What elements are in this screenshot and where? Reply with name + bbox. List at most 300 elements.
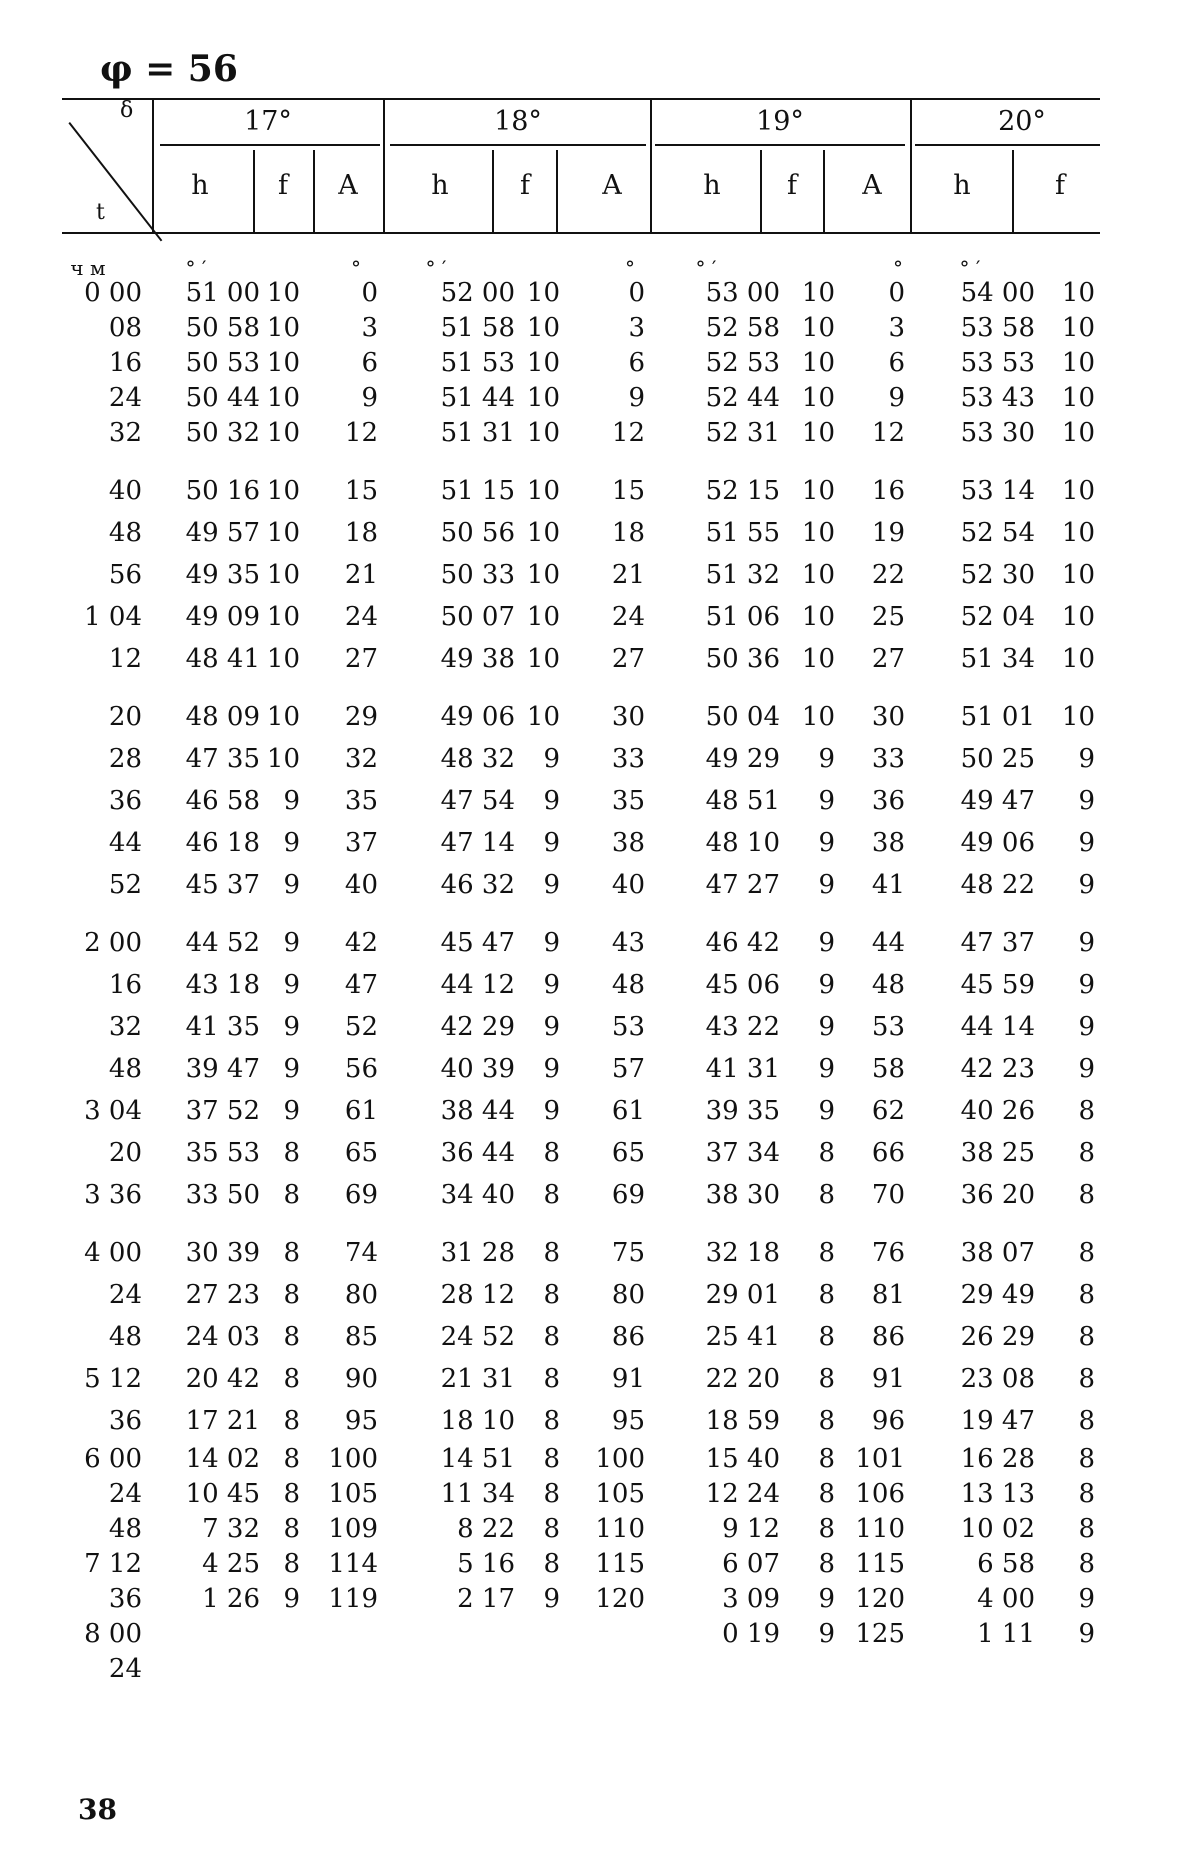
col-rule-3	[492, 150, 494, 232]
altitude-cell: 24 03	[185, 1322, 260, 1352]
altitude-cell: 51 58	[440, 313, 515, 343]
azimuth-cell: 100	[328, 1444, 378, 1474]
azimuth-cell: 86	[611, 1322, 645, 1352]
azimuth-cell: 6	[628, 348, 645, 378]
azimuth-cell: 24	[344, 602, 378, 632]
azimuth-cell: 33	[871, 744, 905, 774]
altitude-cell: 43 18	[185, 970, 260, 1000]
f-cell: 9	[1078, 786, 1095, 816]
altitude-cell: 29 01	[705, 1280, 780, 1310]
f-cell: 9	[543, 1054, 560, 1084]
azimuth-cell: 115	[595, 1549, 645, 1579]
f-cell: 8	[543, 1364, 560, 1394]
altitude-cell: 49 47	[960, 786, 1035, 816]
azimuth-cell: 6	[361, 348, 378, 378]
altitude-cell: 28 12	[440, 1280, 515, 1310]
azimuth-cell: 66	[871, 1138, 905, 1168]
azimuth-cell: 110	[595, 1514, 645, 1544]
time-cell: 48	[108, 1322, 142, 1352]
column-header-f: f	[787, 170, 797, 201]
f-cell: 9	[283, 1096, 300, 1126]
f-cell: 9	[818, 1096, 835, 1126]
altitude-cell: 50 56	[440, 518, 515, 548]
azimuth-cell: 86	[871, 1322, 905, 1352]
altitude-cell: 52 30	[960, 560, 1035, 590]
altitude-cell: 46 58	[185, 786, 260, 816]
altitude-cell: 43 22	[705, 1012, 780, 1042]
f-cell: 9	[283, 1584, 300, 1614]
f-cell: 9	[283, 970, 300, 1000]
altitude-cell: 13 13	[960, 1479, 1035, 1509]
altitude-cell: 21 31	[440, 1364, 515, 1394]
time-cell: 16	[108, 970, 142, 1000]
f-cell: 9	[1078, 1054, 1095, 1084]
time-cell: 48	[108, 1054, 142, 1084]
f-cell: 9	[818, 928, 835, 958]
time-cell: 48	[108, 518, 142, 548]
altitude-cell: 49 38	[440, 644, 515, 674]
time-cell: 36	[108, 1406, 142, 1436]
azimuth-cell: 38	[871, 828, 905, 858]
altitude-cell: 49 29	[705, 744, 780, 774]
altitude-cell: 2 17	[457, 1584, 515, 1614]
azimuth-cell: 74	[344, 1238, 378, 1268]
time-cell: 4 00	[84, 1238, 142, 1268]
altitude-cell: 49 06	[440, 702, 515, 732]
azimuth-cell: 110	[855, 1514, 905, 1544]
f-cell: 8	[1078, 1549, 1095, 1579]
f-cell: 10	[266, 278, 300, 308]
azimuth-cell: 48	[871, 970, 905, 1000]
azimuth-cell: 69	[611, 1180, 645, 1210]
altitude-cell: 51 34	[960, 644, 1035, 674]
altitude-cell: 50 32	[185, 418, 260, 448]
azimuth-cell: 48	[611, 970, 645, 1000]
altitude-cell: 4 25	[202, 1549, 260, 1579]
f-cell: 9	[818, 1584, 835, 1614]
altitude-cell: 38 30	[705, 1180, 780, 1210]
f-cell: 9	[543, 1096, 560, 1126]
azimuth-cell: 24	[611, 602, 645, 632]
f-cell: 8	[818, 1549, 835, 1579]
f-cell: 8	[1078, 1322, 1095, 1352]
corner-rule	[152, 100, 154, 232]
azimuth-cell: 44	[871, 928, 905, 958]
f-cell: 10	[526, 702, 560, 732]
f-cell: 8	[1078, 1138, 1095, 1168]
f-cell: 8	[818, 1322, 835, 1352]
f-cell: 10	[801, 476, 835, 506]
altitude-cell: 11 34	[440, 1479, 515, 1509]
azimuth-cell: 41	[871, 870, 905, 900]
azimuth-cell: 106	[855, 1479, 905, 1509]
f-cell: 9	[543, 1012, 560, 1042]
altitude-cell: 50 58	[185, 313, 260, 343]
declination-subrule-3	[655, 144, 905, 146]
azimuth-cell: 91	[611, 1364, 645, 1394]
altitude-cell: 24 52	[440, 1322, 515, 1352]
azimuth-cell: 12	[611, 418, 645, 448]
altitude-cell: 48 41	[185, 644, 260, 674]
azimuth-cell: 9	[628, 383, 645, 413]
azimuth-cell: 90	[344, 1364, 378, 1394]
f-cell: 8	[818, 1238, 835, 1268]
f-cell: 10	[1061, 602, 1095, 632]
azimuth-cell: 40	[344, 870, 378, 900]
time-cell: 32	[108, 418, 142, 448]
altitude-cell: 53 00	[705, 278, 780, 308]
altitude-cell: 52 04	[960, 602, 1035, 632]
altitude-cell: 51 15	[440, 476, 515, 506]
azimuth-cell: 61	[344, 1096, 378, 1126]
corner-time-label: t	[96, 200, 105, 225]
time-cell: 7 12	[84, 1549, 142, 1579]
f-cell: 8	[818, 1364, 835, 1394]
time-cell: 3 04	[84, 1096, 142, 1126]
f-cell: 8	[1078, 1364, 1095, 1394]
time-cell: 08	[108, 313, 142, 343]
f-cell: 10	[801, 560, 835, 590]
f-cell: 8	[1078, 1280, 1095, 1310]
time-cell: 40	[108, 476, 142, 506]
corner-declination-label: δ	[120, 98, 134, 123]
declination-subrule-1	[160, 144, 380, 146]
altitude-cell: 16 28	[960, 1444, 1035, 1474]
altitude-cell: 50 25	[960, 744, 1035, 774]
azimuth-cell: 30	[871, 702, 905, 732]
azimuth-cell: 3	[628, 313, 645, 343]
time-cell: 20	[108, 1138, 142, 1168]
azimuth-cell: 120	[595, 1584, 645, 1614]
altitude-cell: 47 37	[960, 928, 1035, 958]
f-cell: 10	[801, 702, 835, 732]
f-cell: 9	[283, 1012, 300, 1042]
f-cell: 9	[818, 1054, 835, 1084]
altitude-cell: 47 35	[185, 744, 260, 774]
azimuth-cell: 36	[871, 786, 905, 816]
altitude-cell: 3 09	[722, 1584, 780, 1614]
altitude-cell: 5 16	[457, 1549, 515, 1579]
time-cell: 28	[108, 744, 142, 774]
f-cell: 10	[266, 602, 300, 632]
altitude-cell: 52 53	[705, 348, 780, 378]
time-cell: 0 00	[84, 278, 142, 308]
f-cell: 10	[266, 476, 300, 506]
altitude-cell: 23 08	[960, 1364, 1035, 1394]
time-cell: 56	[108, 560, 142, 590]
altitude-cell: 53 43	[960, 383, 1035, 413]
f-cell: 8	[818, 1280, 835, 1310]
altitude-cell: 6 58	[977, 1549, 1035, 1579]
altitude-cell: 47 14	[440, 828, 515, 858]
column-header-f: f	[278, 170, 288, 201]
declination-header: 20°	[998, 106, 1046, 137]
page-title: φ = 56	[100, 48, 238, 90]
altitude-cell: 49 35	[185, 560, 260, 590]
altitude-cell: 37 52	[185, 1096, 260, 1126]
f-cell: 10	[1061, 518, 1095, 548]
azimuth-cell: 30	[611, 702, 645, 732]
altitude-cell: 38 25	[960, 1138, 1035, 1168]
time-cell: 24	[108, 1654, 142, 1684]
col-rule-1	[253, 150, 255, 232]
azimuth-cell: 65	[344, 1138, 378, 1168]
f-cell: 9	[543, 1584, 560, 1614]
altitude-cell: 49 09	[185, 602, 260, 632]
azimuth-cell: 85	[344, 1322, 378, 1352]
altitude-cell: 45 59	[960, 970, 1035, 1000]
azimuth-cell: 70	[871, 1180, 905, 1210]
f-cell: 8	[818, 1138, 835, 1168]
f-cell: 8	[543, 1514, 560, 1544]
time-cell: 32	[108, 1012, 142, 1042]
f-cell: 10	[1061, 313, 1095, 343]
f-cell: 8	[283, 1180, 300, 1210]
azimuth-cell: 32	[344, 744, 378, 774]
azimuth-cell: 12	[344, 418, 378, 448]
f-cell: 10	[801, 383, 835, 413]
f-cell: 8	[818, 1444, 835, 1474]
f-cell: 10	[1061, 383, 1095, 413]
f-cell: 9	[818, 1619, 835, 1649]
azimuth-cell: 29	[344, 702, 378, 732]
azimuth-cell: 25	[871, 602, 905, 632]
declination-subrule-2	[390, 144, 646, 146]
altitude-cell: 10 45	[185, 1479, 260, 1509]
f-cell: 9	[283, 786, 300, 816]
f-cell: 10	[1061, 278, 1095, 308]
azimuth-cell: 18	[611, 518, 645, 548]
altitude-cell: 52 31	[705, 418, 780, 448]
time-cell: 20	[108, 702, 142, 732]
block-rule-20	[910, 100, 912, 232]
azimuth-cell: 53	[871, 1012, 905, 1042]
altitude-cell: 32 18	[705, 1238, 780, 1268]
azimuth-cell: 3	[361, 313, 378, 343]
azimuth-cell: 21	[611, 560, 645, 590]
declination-header: 17°	[244, 106, 292, 137]
azimuth-cell: 80	[344, 1280, 378, 1310]
altitude-cell: 1 11	[977, 1619, 1035, 1649]
column-header-h: h	[703, 170, 721, 201]
f-cell: 10	[526, 602, 560, 632]
f-cell: 10	[526, 476, 560, 506]
altitude-cell: 51 31	[440, 418, 515, 448]
declination-header: 18°	[494, 106, 542, 137]
f-cell: 10	[801, 518, 835, 548]
unit-degrees-minutes: ° ′	[695, 256, 717, 280]
f-cell: 8	[1078, 1180, 1095, 1210]
unit-degrees: °	[351, 256, 361, 280]
altitude-cell: 53 30	[960, 418, 1035, 448]
azimuth-cell: 47	[344, 970, 378, 1000]
f-cell: 8	[543, 1479, 560, 1509]
azimuth-cell: 101	[855, 1444, 905, 1474]
azimuth-cell: 56	[344, 1054, 378, 1084]
f-cell: 8	[283, 1238, 300, 1268]
f-cell: 10	[266, 418, 300, 448]
col-rule-6	[823, 150, 825, 232]
f-cell: 8	[283, 1514, 300, 1544]
altitude-cell: 46 32	[440, 870, 515, 900]
f-cell: 9	[1078, 828, 1095, 858]
f-cell: 8	[543, 1238, 560, 1268]
altitude-cell: 51 06	[705, 602, 780, 632]
altitude-cell: 1 26	[202, 1584, 260, 1614]
f-cell: 10	[1061, 702, 1095, 732]
altitude-cell: 36 44	[440, 1138, 515, 1168]
altitude-cell: 47 27	[705, 870, 780, 900]
f-cell: 8	[283, 1479, 300, 1509]
f-cell: 8	[543, 1549, 560, 1579]
altitude-cell: 41 35	[185, 1012, 260, 1042]
f-cell: 9	[1078, 1584, 1095, 1614]
azimuth-cell: 80	[611, 1280, 645, 1310]
altitude-cell: 17 21	[185, 1406, 260, 1436]
azimuth-cell: 15	[611, 476, 645, 506]
altitude-cell: 52 58	[705, 313, 780, 343]
azimuth-cell: 95	[611, 1406, 645, 1436]
f-cell: 9	[283, 828, 300, 858]
f-cell: 8	[1078, 1406, 1095, 1436]
f-cell: 10	[526, 313, 560, 343]
f-cell: 8	[1078, 1479, 1095, 1509]
time-cell: 16	[108, 348, 142, 378]
altitude-cell: 52 54	[960, 518, 1035, 548]
altitude-cell: 7 32	[202, 1514, 260, 1544]
altitude-cell: 51 01	[960, 702, 1035, 732]
azimuth-cell: 96	[871, 1406, 905, 1436]
altitude-cell: 51 53	[440, 348, 515, 378]
f-cell: 9	[1078, 1619, 1095, 1649]
azimuth-cell: 37	[344, 828, 378, 858]
column-header-f: f	[1055, 170, 1065, 201]
f-cell: 10	[266, 560, 300, 590]
azimuth-cell: 40	[611, 870, 645, 900]
f-cell: 8	[543, 1444, 560, 1474]
column-header-f: f	[520, 170, 530, 201]
f-cell: 8	[543, 1322, 560, 1352]
azimuth-cell: 91	[871, 1364, 905, 1394]
azimuth-cell: 119	[328, 1584, 378, 1614]
azimuth-cell: 58	[871, 1054, 905, 1084]
azimuth-cell: 33	[611, 744, 645, 774]
time-cell: 2 00	[84, 928, 142, 958]
column-header-A: A	[862, 170, 882, 201]
f-cell: 10	[266, 518, 300, 548]
time-cell: 8 00	[84, 1619, 142, 1649]
altitude-cell: 54 00	[960, 278, 1035, 308]
azimuth-cell: 0	[888, 278, 905, 308]
azimuth-cell: 61	[611, 1096, 645, 1126]
azimuth-cell: 109	[328, 1514, 378, 1544]
f-cell: 10	[1061, 418, 1095, 448]
altitude-cell: 52 00	[440, 278, 515, 308]
time-cell: 5 12	[84, 1364, 142, 1394]
altitude-cell: 40 26	[960, 1096, 1035, 1126]
time-cell: 12	[108, 644, 142, 674]
azimuth-cell: 115	[855, 1549, 905, 1579]
declination-subrule-4	[915, 144, 1100, 146]
altitude-cell: 48 32	[440, 744, 515, 774]
altitude-cell: 48 22	[960, 870, 1035, 900]
f-cell: 10	[1061, 348, 1095, 378]
unit-degrees: °	[625, 256, 635, 280]
altitude-cell: 51 55	[705, 518, 780, 548]
unit-degrees-minutes: ° ′	[425, 256, 447, 280]
f-cell: 9	[283, 928, 300, 958]
azimuth-cell: 19	[871, 518, 905, 548]
f-cell: 8	[283, 1364, 300, 1394]
altitude-cell: 39 35	[705, 1096, 780, 1126]
altitude-cell: 53 53	[960, 348, 1035, 378]
altitude-cell: 48 09	[185, 702, 260, 732]
altitude-cell: 12 24	[705, 1479, 780, 1509]
altitude-cell: 8 22	[457, 1514, 515, 1544]
col-rule-4	[556, 150, 558, 232]
altitude-cell: 33 50	[185, 1180, 260, 1210]
azimuth-cell: 27	[344, 644, 378, 674]
altitude-cell: 50 07	[440, 602, 515, 632]
f-cell: 9	[543, 786, 560, 816]
f-cell: 10	[526, 278, 560, 308]
f-cell: 10	[801, 313, 835, 343]
altitude-cell: 42 23	[960, 1054, 1035, 1084]
altitude-cell: 19 47	[960, 1406, 1035, 1436]
azimuth-cell: 95	[344, 1406, 378, 1436]
azimuth-cell: 21	[344, 560, 378, 590]
column-header-h: h	[953, 170, 971, 201]
f-cell: 9	[818, 870, 835, 900]
f-cell: 9	[543, 828, 560, 858]
azimuth-cell: 62	[871, 1096, 905, 1126]
altitude-cell: 35 53	[185, 1138, 260, 1168]
altitude-cell: 47 54	[440, 786, 515, 816]
azimuth-cell: 0	[628, 278, 645, 308]
f-cell: 8	[1078, 1514, 1095, 1544]
f-cell: 10	[266, 702, 300, 732]
altitude-cell: 53 58	[960, 313, 1035, 343]
block-rule-19	[650, 100, 652, 232]
altitude-cell: 48 51	[705, 786, 780, 816]
altitude-cell: 46 18	[185, 828, 260, 858]
column-header-h: h	[191, 170, 209, 201]
page-number: 38	[78, 1793, 117, 1826]
azimuth-cell: 27	[871, 644, 905, 674]
f-cell: 10	[526, 418, 560, 448]
f-cell: 9	[1078, 970, 1095, 1000]
time-cell: 44	[108, 828, 142, 858]
altitude-cell: 10 02	[960, 1514, 1035, 1544]
f-cell: 8	[283, 1444, 300, 1474]
altitude-cell: 15 40	[705, 1444, 780, 1474]
azimuth-cell: 3	[888, 313, 905, 343]
altitude-cell: 48 10	[705, 828, 780, 858]
unit-time: ч м	[70, 256, 106, 280]
f-cell: 9	[818, 1012, 835, 1042]
f-cell: 8	[283, 1549, 300, 1579]
header-bottom-rule	[62, 232, 1100, 234]
f-cell: 9	[1078, 870, 1095, 900]
azimuth-cell: 53	[611, 1012, 645, 1042]
time-cell: 24	[108, 1280, 142, 1310]
azimuth-cell: 114	[328, 1549, 378, 1579]
f-cell: 10	[526, 560, 560, 590]
altitude-cell: 31 28	[440, 1238, 515, 1268]
altitude-cell: 50 44	[185, 383, 260, 413]
f-cell: 9	[1078, 928, 1095, 958]
azimuth-cell: 6	[888, 348, 905, 378]
